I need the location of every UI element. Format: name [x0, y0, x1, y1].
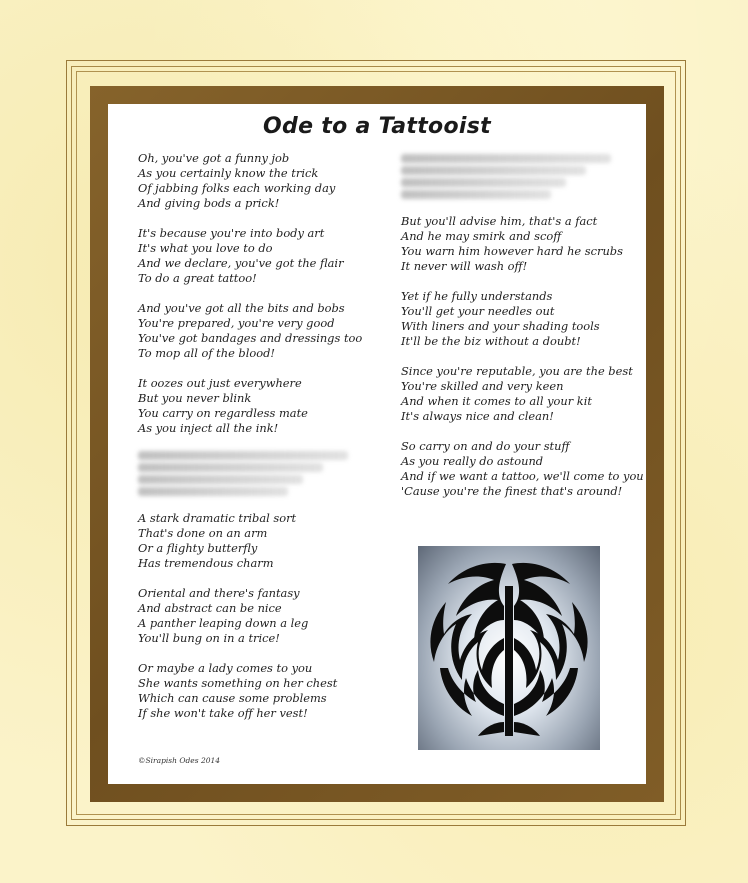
poem-stanza: [138, 376, 378, 436]
poem-line: It'll be the biz without a doubt!: [401, 334, 581, 348]
poem-line: Since you're reputable, you are the best: [401, 364, 633, 378]
poem-line: Yet if he fully understands: [401, 289, 553, 303]
poem-line: Which can cause some problems: [138, 691, 327, 705]
poem-line: Oriental and there's fantasy: [138, 586, 300, 600]
poem-line: A panther leaping down a leg: [138, 616, 309, 630]
poem-line: As you really do astound: [401, 454, 544, 468]
poem-line: As you certainly know the trick: [138, 166, 319, 180]
poem-line: But you never blink: [138, 391, 252, 405]
poem-line: [401, 154, 611, 163]
poem-line: You carry on regardless mate: [138, 406, 308, 420]
poem-line: It's because you're into body art: [138, 226, 325, 240]
poem-line: [138, 463, 323, 472]
poem-line: Or maybe a lady comes to you: [138, 661, 313, 675]
poem-line: [401, 178, 566, 187]
poem-line: And when it comes to all your kit: [401, 394, 592, 408]
poem-line: She wants something on her chest: [138, 676, 338, 690]
poem-stanza: [138, 586, 378, 646]
poem-sheet: [108, 104, 646, 784]
poem-line: Oh, you've got a funny job: [138, 151, 290, 165]
poem-stanza: [401, 214, 641, 274]
poem-column-right: [401, 151, 644, 514]
obscured-stanza: [401, 154, 641, 199]
poem-line: You're skilled and very keen: [401, 379, 564, 393]
poem-line: As you inject all the ink!: [138, 421, 279, 435]
poem-stanza: [401, 289, 641, 349]
poem-line: With liners and your shading tools: [401, 319, 600, 333]
poem-stanza: [401, 364, 641, 424]
poem-line: And we declare, you've got the flair: [138, 256, 344, 270]
poem-line: And if we want a tattoo, we'll come to you: [401, 469, 644, 483]
poem-line: So carry on and do your stuff: [401, 439, 570, 453]
poem-line: You'll bung on in a trice!: [138, 631, 280, 645]
poem-stanza: [138, 226, 378, 286]
tribal-tattoo-image: [418, 546, 600, 750]
poem-line: And abstract can be nice: [138, 601, 282, 615]
poem-line: It's always nice and clean!: [401, 409, 554, 423]
poem-line: A stark dramatic tribal sort: [138, 511, 297, 525]
poem-line: Has tremendous charm: [138, 556, 274, 570]
poem-line: Or a flighty butterfly: [138, 541, 258, 555]
poem-line: You warn him however hard he scrubs: [401, 244, 623, 258]
poem-line: If she won't take off her vest!: [138, 706, 308, 720]
poem-line: To mop all of the blood!: [138, 346, 275, 360]
obscured-stanza: [138, 451, 378, 496]
poem-stanza: [401, 439, 644, 499]
poem-stanza: [138, 661, 378, 721]
poem-line: You're prepared, you're very good: [138, 316, 335, 330]
copyright-notice: ©Sirapish Odes 2014: [138, 756, 221, 765]
poem-line: [138, 475, 303, 484]
poem-line: To do a great tattoo!: [138, 271, 257, 285]
poem-column-left: [138, 151, 378, 736]
poem-line: [401, 190, 551, 199]
poem-line: Of jabbing folks each working day: [138, 181, 336, 195]
poem-line: That's done on an arm: [138, 526, 268, 540]
tribal-tattoo-icon: [418, 546, 600, 750]
poem-stanza: [138, 511, 378, 571]
poem-line: And you've got all the bits and bobs: [138, 301, 345, 315]
poem-line: You've got bandages and dressings too: [138, 331, 363, 345]
poem-line: It never will wash off!: [401, 259, 528, 273]
poem-line: And giving bods a prick!: [138, 196, 280, 210]
poem-line: But you'll advise him, that's a fact: [401, 214, 598, 228]
poem-line: [138, 487, 288, 496]
poem-line: It's what you love to do: [138, 241, 273, 255]
poem-line: It oozes out just everywhere: [138, 376, 302, 390]
poem-line: And he may smirk and scoff: [401, 229, 562, 243]
poem-line: You'll get your needles out: [401, 304, 555, 318]
poem-line: [138, 451, 348, 460]
poem-stanza: [138, 301, 378, 361]
poem-line: [401, 166, 586, 175]
poem-title: Ode to a Tattooist: [263, 114, 491, 139]
poem-stanza: [138, 151, 378, 211]
poem-line: 'Cause you're the finest that's around!: [401, 484, 623, 498]
